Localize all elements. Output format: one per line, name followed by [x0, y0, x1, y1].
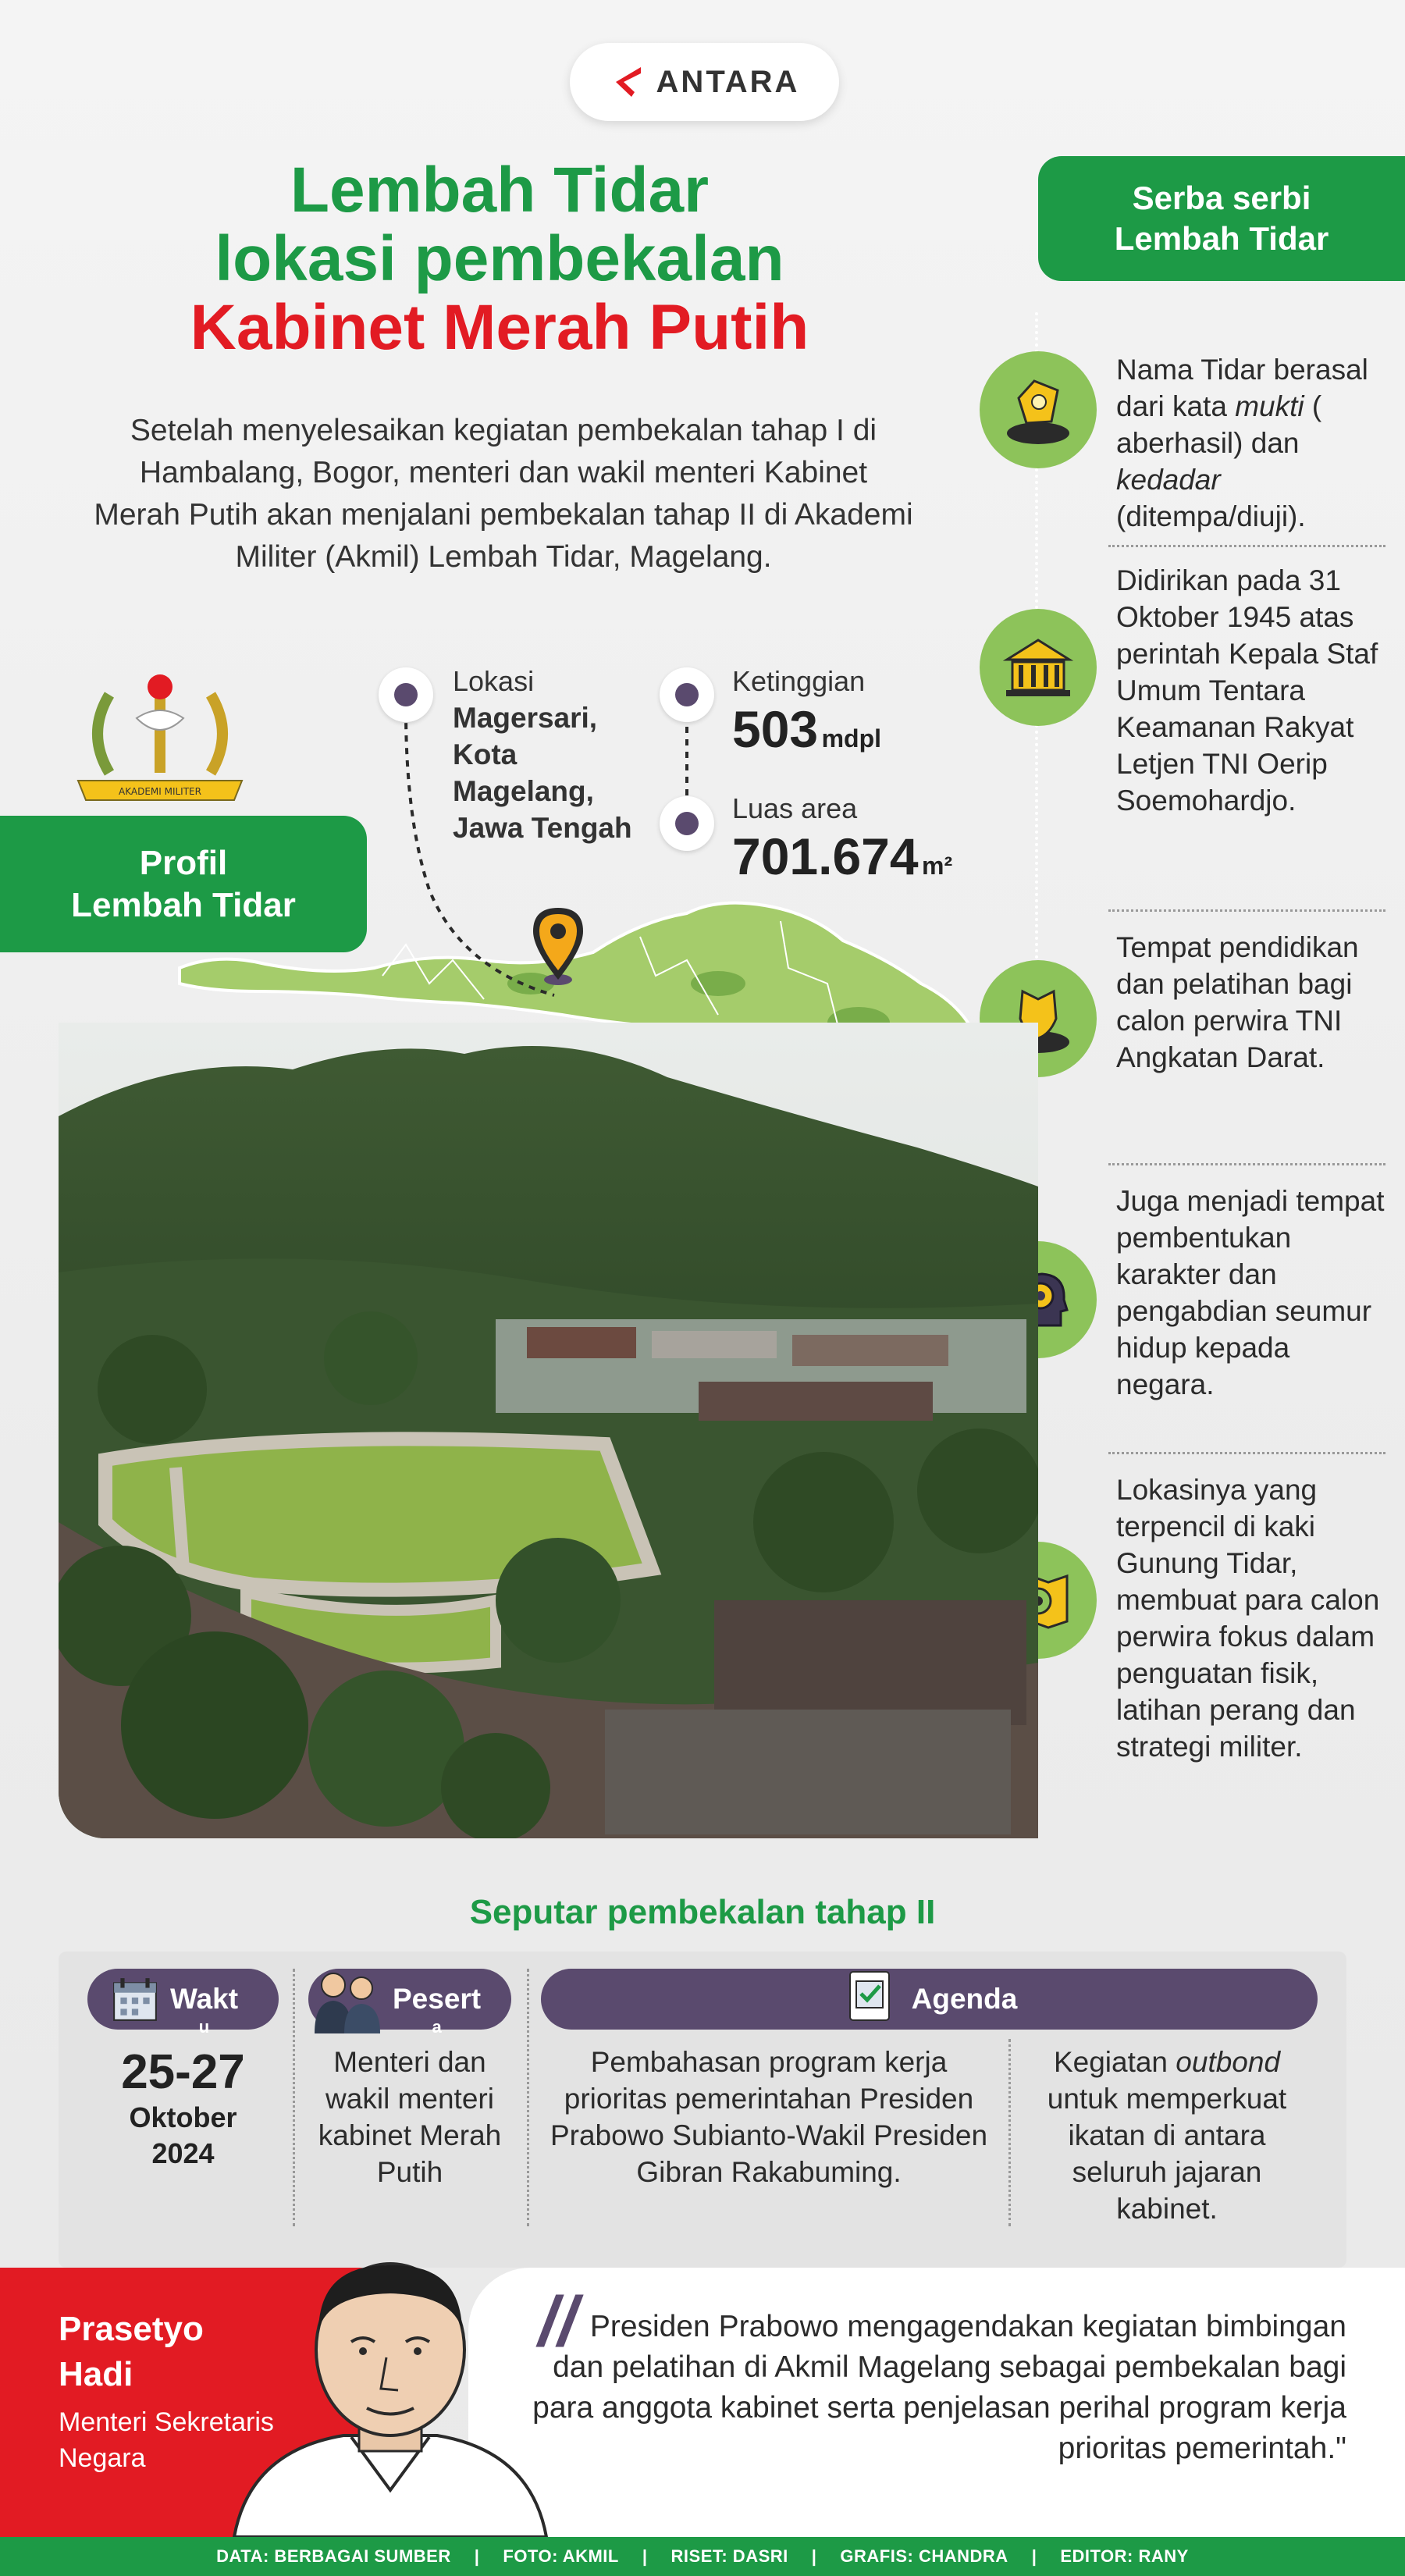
antara-mark-icon — [610, 62, 649, 101]
profil-heading-line-2: Lembah Tidar — [71, 885, 296, 924]
emblem-text: AKADEMI MILITER — [119, 786, 201, 797]
credit-grafis: GRAFIS: CHANDRA — [840, 2546, 1008, 2566]
waktu-label — [170, 1983, 239, 2037]
peserta-pill — [308, 1969, 511, 2037]
luas-label: Luas area — [732, 792, 858, 824]
profil-heading-line-1: Profil — [139, 843, 228, 882]
ketinggian-label: Ketinggian — [732, 665, 866, 697]
calendar-icon — [111, 1975, 159, 2023]
credit-foto: FOTO: AKMIL — [503, 2546, 619, 2566]
agenda-item-2-text-b: untuk memperkuat ikatan di antara seluruh jajaran kabinet. — [1047, 2083, 1287, 2225]
lokasi-info — [453, 664, 687, 846]
fact-separator — [1108, 1163, 1385, 1165]
agenda-item-2-text-a: Kegiatan — [1053, 2046, 1176, 2078]
building-icon — [980, 609, 1097, 726]
luas-unit: m² — [922, 852, 953, 880]
fact-text: Tempat pendidikan dan pelatihan bagi calon perwira TNI Angkatan Darat. — [1116, 931, 1359, 1073]
credit-separator: | — [474, 2546, 480, 2566]
peserta-label-text: Pesert — [393, 1983, 482, 2015]
agenda-item-1-text: Pembahasan program kerja prioritas pemerintahan Presiden Prabowo Subianto-Wakil Presiden — [550, 2046, 988, 2151]
fact-1-text-b: ( aberhasil) dan — [1116, 390, 1322, 459]
agenda-item-1-text-b: Gibran Rakabuming. — [636, 2156, 902, 2188]
lokasi-line-1: Magersari, — [453, 702, 598, 734]
credit-separator: | — [1031, 2546, 1037, 2566]
peserta-label-tail: a — [432, 2017, 442, 2037]
location-pin-icon — [527, 902, 589, 987]
fact-item — [980, 1471, 1380, 1838]
credit-separator: | — [811, 2546, 817, 2566]
waktu-date: 25-27 — [121, 2045, 245, 2099]
fact-text: Juga menjadi tempat pembentukan karakter dan pengabdian seumur hidup kepada negara. — [1116, 1185, 1385, 1400]
agenda-label: Agenda — [911, 1983, 1018, 2015]
intro-paragraph: Setelah menyelesaikan kegiatan pembekalan tahap I di Hambalang, Bogor, menteri dan wakil menteri Kabinet Merah Putih akan menjalani pembekalan tahap II di Akademi Militer (Akmil) Lembah Tidar, Magelang. — [94, 414, 913, 574]
fact-item — [980, 562, 1378, 898]
waktu-pill — [87, 1969, 279, 2037]
lokasi-line-3: Magelang, — [453, 775, 594, 807]
peserta-text: Menteri dan wakil menteri kabinet Merah Putih — [318, 2046, 502, 2188]
fact-text: Lokasinya yang terpencil di kaki Gunung Tidar, membuat para calon perwira fokus dalam penguatan fisik, latihan perang dan strategi militer. — [1116, 1474, 1380, 1763]
fact-separator — [1108, 909, 1385, 912]
title-line-3: Kabinet Merah Putih — [190, 292, 809, 363]
lokasi-label: Lokasi — [453, 665, 535, 697]
ketinggian-info — [732, 664, 982, 759]
speaker-name-line-2: Hadi — [59, 2355, 133, 2393]
serba-heading-line-1: Serba serbi — [1132, 180, 1311, 216]
fact-1-em-kedadar: kedadar — [1116, 464, 1221, 496]
credit-riset: RISET: DASRI — [670, 2546, 788, 2566]
waktu-label-tail: u — [198, 2017, 210, 2037]
fact-item — [980, 351, 1370, 546]
lucky-charm-icon — [980, 351, 1097, 468]
luas-value: 701.674 — [732, 827, 919, 885]
fact-1-text-a: Nama Tidar berasal dari kata — [1116, 354, 1368, 422]
speaker-name — [59, 2307, 316, 2397]
waktu-month: Oktober — [129, 2101, 237, 2133]
agenda-item-2 — [1030, 2044, 1304, 2227]
fact-1-text-c: (ditempa/diuji). — [1116, 500, 1306, 532]
credits-footer — [0, 2537, 1405, 2576]
antara-logo — [570, 43, 839, 121]
agenda-item-2-em: outbond — [1176, 2046, 1281, 2078]
lokasi-line-2: Kota — [453, 738, 518, 770]
participants-icon — [305, 1965, 389, 2033]
akmil-emblem — [62, 656, 258, 812]
agenda-pill — [541, 1969, 1318, 2030]
title-line-1: Lembah Tidar — [290, 155, 710, 226]
ketinggian-unit: mdpl — [821, 724, 882, 753]
column-separator — [1008, 2039, 1011, 2226]
fact-item — [980, 1183, 1385, 1432]
column-separator — [293, 1969, 295, 2226]
ketinggian-value: 503 — [732, 700, 819, 758]
waktu-content — [87, 2045, 279, 2172]
akmil-aerial-photo — [59, 1023, 1038, 1838]
quote-body: Presiden Prabowo mengagendakan kegiatan bimbingan dan pelatihan di Akmil Magelang sebagai pembekalan bagi para anggota kabinet serta penjelasan perihal program kerja prioritas pemerintah." — [532, 2310, 1346, 2465]
agenda-item-1 — [546, 2044, 991, 2190]
checklist-icon — [845, 1967, 894, 2025]
page-title — [70, 156, 929, 362]
lokasi-line-4: Jawa Tengah — [453, 812, 632, 844]
waktu-label-text: Wakt — [170, 1983, 239, 2015]
speaker-name-line-1: Prasetyo — [59, 2310, 204, 2348]
logo-text: ANTARA — [656, 64, 800, 99]
fact-text: Didirikan pada 31 Oktober 1945 atas perintah Kepala Staf Umum Tentara Keamanan Rakyat Letjen TNI Oerip Soemohardjo. — [1116, 564, 1378, 817]
waktu-year: 2024 — [151, 2137, 215, 2169]
serba-serbi-heading — [1038, 156, 1405, 281]
fact-item — [980, 929, 1370, 1147]
credit-separator: | — [642, 2546, 648, 2566]
credit-data: DATA: BERBAGAI SUMBER — [216, 2546, 451, 2566]
credit-editor: EDITOR: RANY — [1060, 2546, 1189, 2566]
peserta-label — [393, 1983, 482, 2037]
speaker-role: Menteri Sekretaris Negara — [59, 2407, 274, 2473]
serba-heading-line-2: Lembah Tidar — [1114, 220, 1329, 257]
luas-marker — [660, 796, 714, 851]
seputar-title: Seputar pembekalan tahap II — [469, 1893, 936, 1931]
quote-text — [515, 2283, 1346, 2469]
fact-1-em-mukti: mukti — [1235, 390, 1304, 422]
fact-text — [1116, 351, 1385, 535]
title-line-2: lokasi pembekalan — [215, 223, 784, 294]
ketinggian-marker — [660, 667, 714, 722]
column-separator — [527, 1969, 529, 2226]
quote-mark-icon: // — [538, 2283, 578, 2361]
luas-info — [732, 791, 998, 886]
lokasi-marker — [379, 667, 433, 722]
fact-separator — [1108, 1452, 1385, 1454]
fact-separator — [1108, 545, 1385, 547]
